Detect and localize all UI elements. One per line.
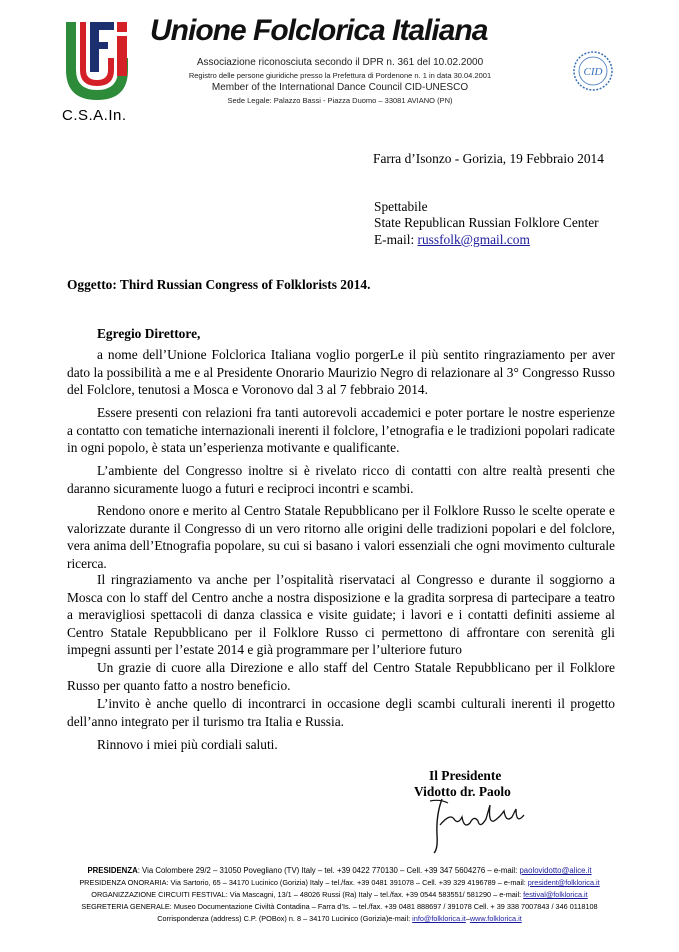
header-line-1: Associazione riconosciuta secondo il DPR n. 361 del 10.02.2000 xyxy=(196,57,484,68)
footer-presidenza-label: PRESIDENZA xyxy=(87,866,138,875)
footer-segreteria-label: SEGRETERIA GENERALE xyxy=(81,902,170,911)
footer-website-link[interactable]: www.folklorica.it xyxy=(469,914,522,923)
recipient-label: Spettabile xyxy=(374,199,428,214)
footer-circuiti-text: ORGANIZZAZIONE CIRCUITI FESTIVAL: Via Mascagni, 13/1 – 48026 Russi (Ra) Italy – tel./fax. +39 0544 583551/ 581290 – e-mail: xyxy=(91,890,524,899)
footer-onoraria-text: PRESIDENZA ONORARIA: Via Sartorio, 65 – 34170 Lucinico (Gorizia) Italy – tel./fax. +39 0481 391078 – Cell. +39 329 4196789 – e-mail: xyxy=(79,878,528,887)
footer-corrispondenza-email[interactable]: info@folklorica.it xyxy=(412,914,466,923)
recipient-name: State Republican Russian Folklore Center xyxy=(374,215,599,230)
header-line-4: Sede Legale: Palazzo Bassi - Piazza Duomo – 33081 AVIANO (PN) xyxy=(227,96,453,105)
footer-corrispondenza-separator: – xyxy=(465,914,470,923)
signer-title: Il Presidente xyxy=(429,768,502,783)
footer-corrispondenza-text: Corrispondenza (address) C.P. (POBox) n. 8 – 34170 Lucinico (Gorizia)e-mail: xyxy=(157,914,413,923)
body-paragraph: Essere presenti con relazioni fra tanti autorevoli accademici e poter portare le nostre esperienze a contatto con tematiche internazionali inerenti il folclore, l’etnografia e le tradizioni popolari radicate in ogni popolo, è stata un’esperienza motivante e qualificante. xyxy=(67,405,615,456)
handwritten-signature xyxy=(420,795,530,855)
subject-line: Oggetto: Third Russian Congress of Folklorists 2014. xyxy=(67,277,371,292)
org-name: Unione Folclorica Italiana xyxy=(150,14,488,47)
footer-circuiti xyxy=(0,890,679,900)
body-paragraph: Un grazie di cuore alla Direzione e allo staff del Centro Statale Repubblicano per il Folklore Russo per quanto fatto a nostro beneficio. xyxy=(67,660,615,693)
footer-corrispondenza xyxy=(0,914,679,924)
ufi-logo xyxy=(60,18,134,104)
body-paragraph: Rendono onore e merito al Centro Statale Repubblicano per il Folklore Russo le scelte operate e valorizzate durante il Congresso di un vero ritorno alle origini delle tradizioni popolari e del folclore, vera anima dell’Etnografia popolare, su cui si basano i valori essenziali che ogni movimento culturale ricerca. xyxy=(67,503,615,571)
footer-presidenza-email[interactable]: paolovidotto@alice.it xyxy=(519,866,592,875)
acronym: C.S.A.In. xyxy=(62,107,127,124)
footer-segreteria-text: : Museo Documentazione Civiltà Contadina – Farra d’Is. – tel./fax. +39 0481 888697 / 391078 Cell. + 39 338 7007843 / 346 0118108 xyxy=(169,902,598,911)
header-line-3: Member of the International Dance Council CID-UNESCO xyxy=(211,82,469,93)
header-line-2: Registro delle persone giuridiche presso la Prefettura di Pordenone n. 1 in data 30.04.2001 xyxy=(188,71,492,80)
footer-onoraria xyxy=(0,878,679,888)
signer-name: Vidotto dr. Paolo xyxy=(414,784,511,799)
footer-circuiti-email[interactable]: festival@folklorica.it xyxy=(523,890,588,899)
body-paragraph: L’ambiente del Congresso inoltre si è rivelato ricco di contatti con altre realtà presenti che daranno sicuramente luogo a futuri e reciproci incontri e scambi. xyxy=(67,463,615,496)
cid-unesco-logo xyxy=(572,50,614,92)
body-paragraph: Il ringraziamento va anche per l’ospitalità riservataci al Congresso e durante il soggiorno a Mosca con lo staff del Centro anche a nostra disposizione e la gradita sorpresa di partecipare a teatro a meravigliosi spettacoli di danza classica e visite guidate; i lavori e i contatti definiti assieme al Centro Statale Repubblicano per il Folklore Russo ci permettono di affrontare con serenità gli impegni assunti per l’estate 2014 e già programmare per l’ulteriore futuro xyxy=(67,572,615,658)
footer-presidenza xyxy=(0,866,679,876)
cid-logo-text: CID xyxy=(583,66,603,78)
body-paragraph: L’invito è anche quello di incontrarci in occasione degli scambi culturali inerenti il progetto dell’anno integrato per il turismo tra Italia e Russia. xyxy=(67,696,615,729)
closing: Rinnovo i miei più cordiali saluti. xyxy=(97,737,278,752)
body-paragraph: a nome dell’Unione Folclorica Italiana voglio porgerLe il più sentito ringraziamento per aver dato la possibilità a me e al Presidente Onorario Maurizio Negro di relazionare al 3° Congresso Russo del Folclore, tenutosi a Mosca e Voronovo dal 3 al 7 febbraio 2014. xyxy=(67,347,615,398)
recipient-email-line xyxy=(374,231,530,249)
footer-presidenza-text: : Via Colombere 29/2 – 31050 Povegliano (TV) Italy – tel. +39 0422 770130 – Cell. +39 347 5604276 – e-mail: xyxy=(137,866,520,875)
recipient-email-link[interactable]: russfolk@gmail.com xyxy=(417,232,530,247)
footer-onoraria-email[interactable]: president@folklorica.it xyxy=(527,878,600,887)
place-date: Farra d’Isonzo - Gorizia, 19 Febbraio 2014 xyxy=(373,151,604,166)
footer-segreteria xyxy=(0,902,679,912)
recipient-email-label: E-mail: xyxy=(374,232,418,247)
salutation: Egregio Direttore, xyxy=(97,326,201,341)
